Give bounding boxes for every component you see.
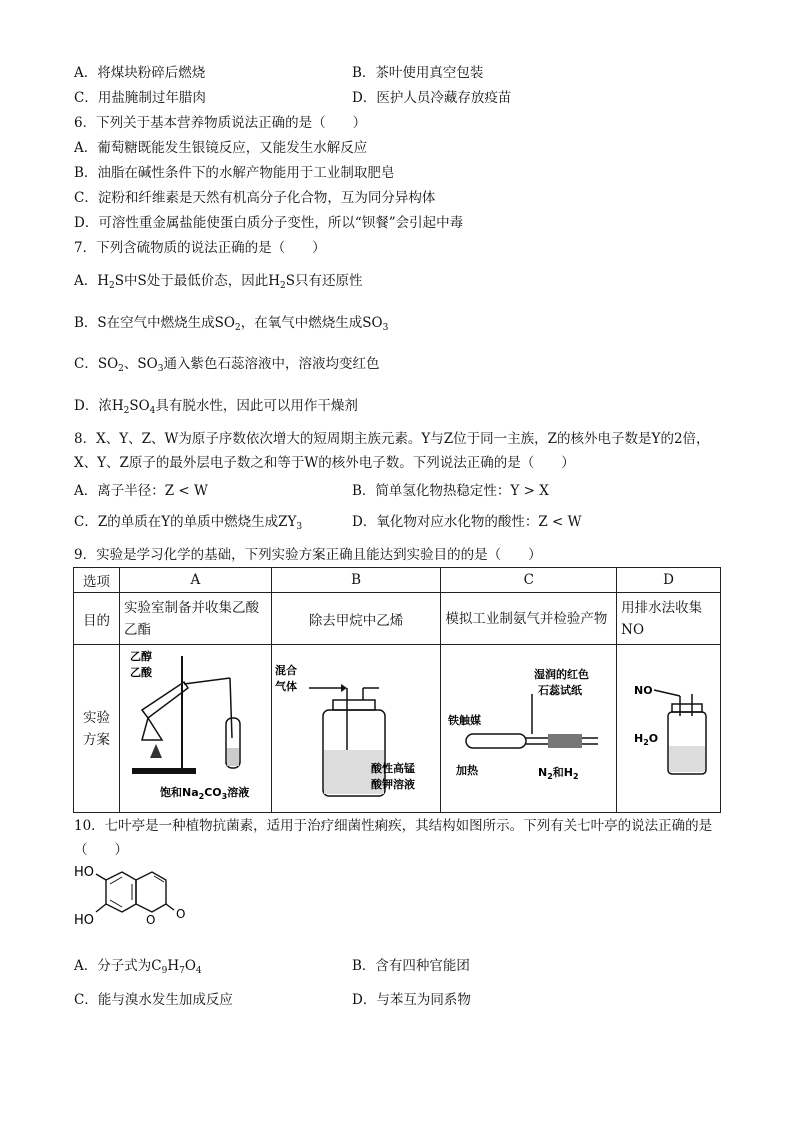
q8-option-d: D．氧化物对应水化物的酸性：Z < W [352,514,582,530]
row-label-purpose: 目的 [74,593,120,645]
q10-option-d: D．与苯互为同系物 [352,992,471,1008]
fig-a-label-acetic-acid: 乙酸 [130,666,152,679]
fig-b-label-mixed: 混合 [275,664,297,677]
fig-a-label-ethanol: 乙醇 [130,650,152,663]
q8-stem: 8．X、Y、Z、W为原子序数依次增大的短周期主族元素。Y与Z位于同一主族，Z的核外电子数是Y的2倍，X、Y、Z原子的最外层电子数之和等于W的核外电子数。下列说法正确的是（ ） [74,431,710,471]
fig-a-label-solution: 饱和$Na_2CO_3$溶液 [160,786,250,801]
header-a: A [119,568,271,593]
q7-option-d: D．浓$H_2SO_4$具有脱水性，因此可以用作干燥剂 [74,398,358,416]
q8-option-c: C．Z的单质在Y的单质中燃烧生成$ZY_3$ [74,514,303,532]
q6-option-a: A．葡萄糖既能发生银镜反应，又能发生水解反应 [74,140,368,156]
q6-option-d: D．可溶性重金属盐能使蛋白质分子变性，所以“钡餐”会引起中毒 [74,215,464,231]
fig-b-label-kmno4-2: 酸钾溶液 [371,778,415,791]
fig-b-label-gas: 气体 [275,680,297,693]
struct-carbonyl-o: O [176,907,186,921]
purpose-c: 模拟工业制氨气并检验产物 [441,593,617,645]
fig-d-label-no: NO [634,684,653,697]
q7-stem: 7．下列含硫物质的说法正确的是（ ） [74,240,326,256]
fig-c-label-catalyst: 铁触媒 [448,714,481,727]
header-b: B [271,568,441,593]
q10-option-b: B．含有四种官能团 [352,958,470,974]
header-d: D [617,568,721,593]
fig-b-label-kmno4-1: 酸性高锰 [371,762,415,775]
row-label-scheme: 实验方案 [74,645,120,813]
q10-option-c: C．能与溴水发生加成反应 [74,992,233,1008]
struct-ring-o: O [146,913,156,927]
q9-stem: 9．实验是学习化学的基础，下列实验方案正确且能达到实验目的的是（ ） [74,547,542,563]
fig-c-label-litmus-2: 石蕊试纸 [538,684,582,697]
q5-option-b: B．茶叶使用真空包装 [352,65,484,81]
q8-option-b: B．简单氢化物热稳定性：Y > X [352,483,549,499]
apparatus-a-figure [122,648,268,804]
q6-option-c: C．淀粉和纤维素是天然有机高分子化合物，互为同分异构体 [74,190,436,206]
struct-ho-bottom: HO [74,913,95,928]
q8-option-a: A．离子半径：Z < W [74,483,208,499]
header-c: C [441,568,617,593]
q5-option-d: D．医护人员冷藏存放疫苗 [352,90,512,106]
q10-stem: 10．七叶亭是一种植物抗菌素，适用于治疗细菌性痢疾，其结构如图所示。下列有关七叶亭的说法正确的是（ ） [74,818,713,858]
fig-c-label-litmus-1: 湿润的红色 [534,668,589,681]
purpose-a: 实验室制备并收集乙酸乙酯 [119,593,271,645]
apparatus-b-figure [275,660,435,800]
esculetin-structure [74,862,194,942]
purpose-d: 用排水法收集NO [617,593,721,645]
q6-option-b: B．油脂在碱性条件下的水解产物能用于工业制取肥皂 [74,165,395,181]
fig-d-label-water: $H_2O$ [634,732,659,747]
q7-option-b: B．S在空气中燃烧生成$SO_2$，在氧气中燃烧生成$SO_3$ [74,315,389,333]
fig-c-label-gases: $N_2$和$H_2$ [538,766,579,781]
header-option: 选项 [74,568,120,593]
purpose-b: 除去甲烷中乙烯 [271,593,441,645]
q5-option-a: A．将煤块粉碎后燃烧 [74,65,206,81]
q6-stem: 6．下列关于基本营养物质说法正确的是（ ） [74,115,367,131]
table-row-purpose [74,593,721,645]
q7-option-a: A．$H_2S$中S处于最低价态，因此$H_2S$只有还原性 [74,273,363,291]
struct-ho-top: HO [74,865,95,880]
apparatus-c-figure [448,664,612,784]
table-header-row [74,568,721,593]
q7-option-c: C．$SO_2$、$SO_3$通入紫色石蕊溶液中，溶液均变红色 [74,356,380,374]
q5-option-c: C．用盐腌制过年腊肉 [74,90,206,106]
apparatus-d-figure [628,676,718,786]
fig-c-label-heat: 加热 [456,764,478,777]
q10-option-a: A．分子式为$C_9H_7O_4$ [74,958,202,976]
